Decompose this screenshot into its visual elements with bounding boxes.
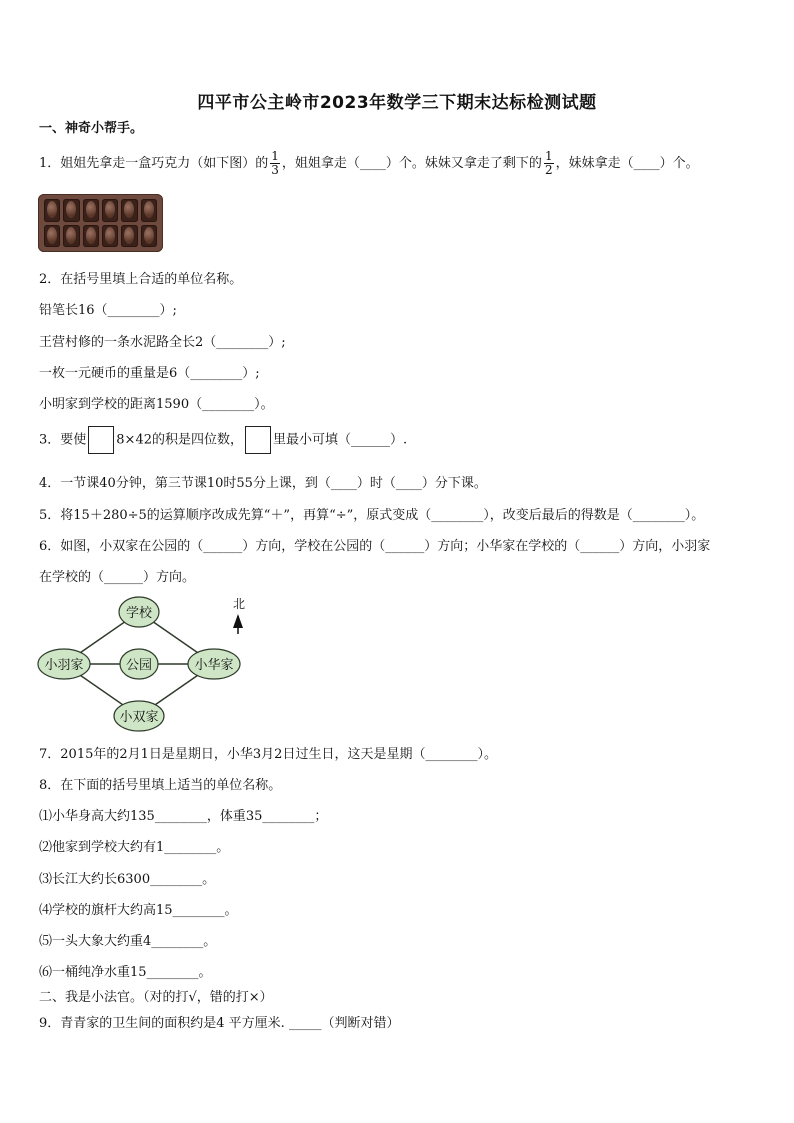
question-2-line-3: 一枚一元硬币的重量是6（________）;: [39, 366, 260, 381]
q1-text-a: 1．姐姐先拿走一盒巧克力（如下图）的: [39, 156, 269, 171]
blank-box: [245, 426, 271, 454]
question-1: [39, 150, 699, 177]
chocolate-piece: [83, 199, 99, 222]
question-8-line-4: ⑷学校的旗杆大约高15________。: [39, 903, 238, 918]
question-3: [39, 426, 407, 455]
chocolate-piece: [63, 199, 79, 222]
label-park: 公园: [125, 658, 153, 673]
section-2-heading: 二、我是小法官。（对的打√，错的打×）: [39, 990, 273, 1005]
question-2-line-2: 王营村修的一条水泥路全长2（________）;: [39, 335, 286, 350]
question-6-line-1: 6．如图，小双家在公园的（______）方向，学校在公园的（______）方向；小华家在学校的（______）方向，小羽家: [39, 539, 711, 554]
q3-text-a: 3．要使: [39, 432, 87, 448]
chocolate-box-image: [38, 194, 163, 252]
fraction-one-third: $\frac{1}{3}$: [271, 149, 279, 177]
chocolate-piece: [141, 199, 157, 222]
label-xiaoshuang-home: 小双家: [119, 710, 159, 725]
q1-text-c: ，妹妹拿走（____）个。: [555, 156, 699, 171]
chocolate-piece: [44, 199, 60, 222]
section-1-heading: 一、神奇小帮手。: [39, 121, 144, 136]
chocolate-piece: [102, 225, 118, 248]
north-arrow-icon: [233, 614, 243, 634]
page-title: 四平市公主岭市2023年数学三下期末达标检测试题: [197, 93, 597, 113]
question-2-line-4: 小明家到学校的距离1590（________）。: [39, 397, 274, 412]
q1-text-b: ，姐姐拿走（____）个。妹妹又拿走了剩下的: [281, 156, 542, 171]
question-8-line-1: ⑴小华身高大约135________，体重35________；: [39, 809, 328, 824]
chocolate-piece: [121, 225, 137, 248]
question-8-line-3: ⑶长江大约长6300________。: [39, 872, 216, 887]
q3-text-c: 里最小可填（______）.: [273, 432, 408, 448]
label-xiaohua-home: 小华家: [194, 658, 234, 673]
label-xiaoyu-home: 小羽家: [44, 658, 84, 673]
question-8-heading: 8．在下面的括号里填上适当的单位名称。: [39, 778, 282, 793]
question-9: 9．青青家的卫生间的面积约是4 平方厘米. _____（判断对错）: [39, 1016, 400, 1031]
chocolate-grid: [44, 199, 157, 247]
question-8-line-6: ⑹一桶纯净水重15________。: [39, 965, 212, 980]
chocolate-piece: [121, 199, 137, 222]
chocolate-piece: [44, 225, 60, 248]
chocolate-piece: [83, 225, 99, 248]
question-8-line-5: ⑸一头大象大约重4________。: [39, 934, 217, 949]
blank-box: [88, 426, 114, 454]
chocolate-piece: [102, 199, 118, 222]
question-2-heading: 2．在括号里填上合适的单位名称。: [39, 272, 243, 287]
chocolate-piece: [141, 225, 157, 248]
location-diagram: [36, 594, 256, 734]
fraction-one-half: $\frac{1}{2}$: [544, 149, 553, 177]
north-label: 北: [232, 597, 246, 611]
question-7: 7．2015年的2月1日是星期日，小华3月2日过生日，这天是星期（________）。: [39, 747, 497, 762]
question-5: 5．将15＋280÷5的运算顺序改成先算“＋”，再算“÷”，原式变成（________），改变后最后的得数是（________）。: [39, 508, 705, 523]
label-school: 学校: [125, 606, 153, 621]
question-2-line-1: 铅笔长16（________）;: [39, 303, 177, 318]
question-8-line-2: ⑵他家到学校大约有1________。: [39, 840, 230, 855]
q3-text-b: 8×42的积是四位数，: [116, 432, 243, 448]
question-6-line-2: 在学校的（______）方向。: [39, 570, 196, 585]
question-4: 4．一节课40分钟，第三节课10时55分上课，到（____）时（____）分下课。: [39, 476, 487, 491]
chocolate-piece: [63, 225, 79, 248]
